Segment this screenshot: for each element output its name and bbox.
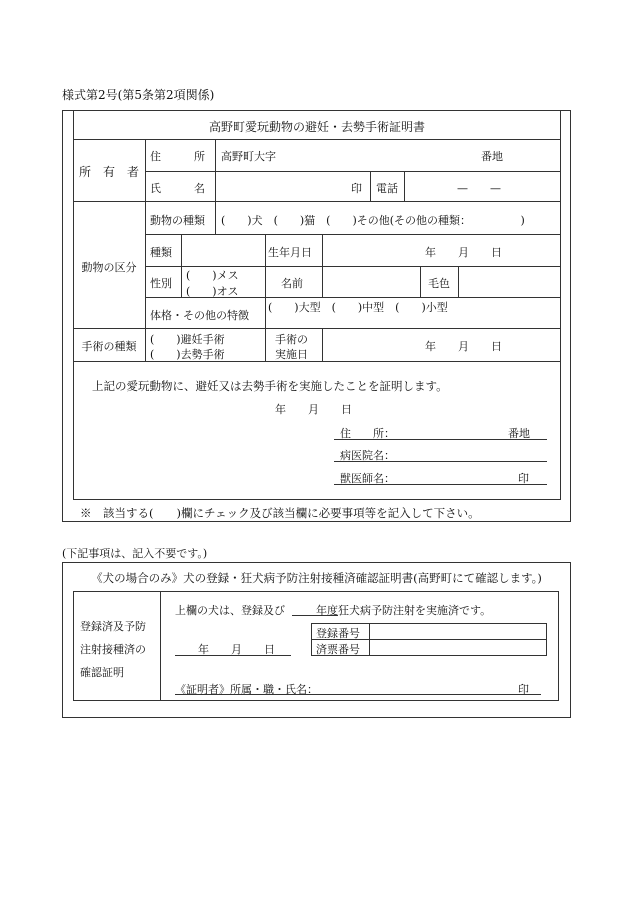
- surgery-date-label-2: 実施日: [275, 348, 308, 361]
- birth-format: 年 月 日: [425, 246, 502, 259]
- surgery-section-label: 手術の種類: [81, 340, 137, 353]
- pet-name-label: 名前: [281, 277, 303, 290]
- lower-notice: (下記事項は、記入不要です。): [62, 547, 208, 560]
- registration-statement-suffix: 年度狂犬病予防注射を実施済です。: [316, 604, 492, 617]
- surgery-date-format: 年 月 日: [425, 340, 502, 353]
- clinic-label: 病医院名：: [340, 449, 395, 462]
- certifier-seal: 印: [518, 683, 529, 696]
- size-label: 体格・その他の特徴: [150, 309, 249, 322]
- registration-date: 年 月 日: [198, 643, 275, 656]
- sex-male: ( )オス: [186, 285, 239, 298]
- animal-type-options: ( )犬 ( )猫 ( )その他(その他の種類： ): [221, 214, 525, 227]
- form-label: 様式第2号(第5条第2項関係): [62, 88, 215, 102]
- vet-name-label: 獣医師名：: [340, 472, 395, 485]
- size-options: ( )大型 ( )中型 ( )小型: [268, 301, 448, 314]
- animal-type-label: 動物の種類: [150, 214, 205, 227]
- breed-label: 種類: [150, 246, 172, 259]
- owner-address-suffix: 番地: [481, 150, 503, 163]
- owner-address-label: 住 所: [150, 150, 205, 163]
- confirmation-section-1: 登録済及予防: [80, 620, 146, 633]
- owner-name-label: 氏 名: [150, 182, 205, 195]
- confirmation-section-2: 注射接種済の: [80, 643, 146, 656]
- registration-number-label: 登録番号: [316, 627, 360, 640]
- color-label: 毛色: [428, 277, 450, 290]
- owner-phone-format: — —: [457, 182, 501, 195]
- registration-statement-prefix: 上欄の犬は、登録及び: [175, 604, 285, 617]
- confirmation-section-3: 確認証明: [80, 666, 124, 679]
- surgery-spay: ( )避妊手術: [150, 333, 225, 346]
- certifier-label: 《証明者》所属・職・氏名：: [175, 683, 318, 696]
- owner-section-label: 所 有 者: [78, 165, 139, 179]
- sex-female: ( )メス: [186, 269, 239, 282]
- owner-address-prefix: 高野町大字: [221, 150, 276, 163]
- dog-registration-title: 《犬の場合のみ》犬の登録・狂犬病予防注射接種済確認証明書(高野町にて確認します。): [91, 571, 542, 585]
- birth-label: 生年月日: [268, 246, 312, 259]
- sex-label: 性別: [150, 277, 172, 290]
- certification-date: 年 月 日: [275, 403, 352, 416]
- certification-statement: 上記の愛玩動物に、避妊又は去勢手術を実施したことを証明します。: [92, 379, 448, 393]
- vet-seal: 印: [518, 472, 529, 485]
- animal-section-label: 動物の区分: [81, 261, 137, 274]
- owner-phone-label: 電話: [376, 182, 398, 195]
- surgery-date-label-1: 手術の: [275, 333, 308, 346]
- surgery-neuter: ( )去勢手術: [150, 348, 225, 361]
- certificate-title: 高野町愛玩動物の避妊・去勢手術証明書: [208, 120, 425, 134]
- vet-address-suffix: 番地: [508, 427, 530, 440]
- vet-address-label: 住 所：: [340, 427, 395, 440]
- tag-number-label: 済票番号: [316, 643, 360, 656]
- owner-seal: 印: [351, 182, 362, 195]
- instruction-note: ※ 該当する( )欄にチェック及び該当欄に必要事項等を記入して下さい。: [80, 506, 480, 520]
